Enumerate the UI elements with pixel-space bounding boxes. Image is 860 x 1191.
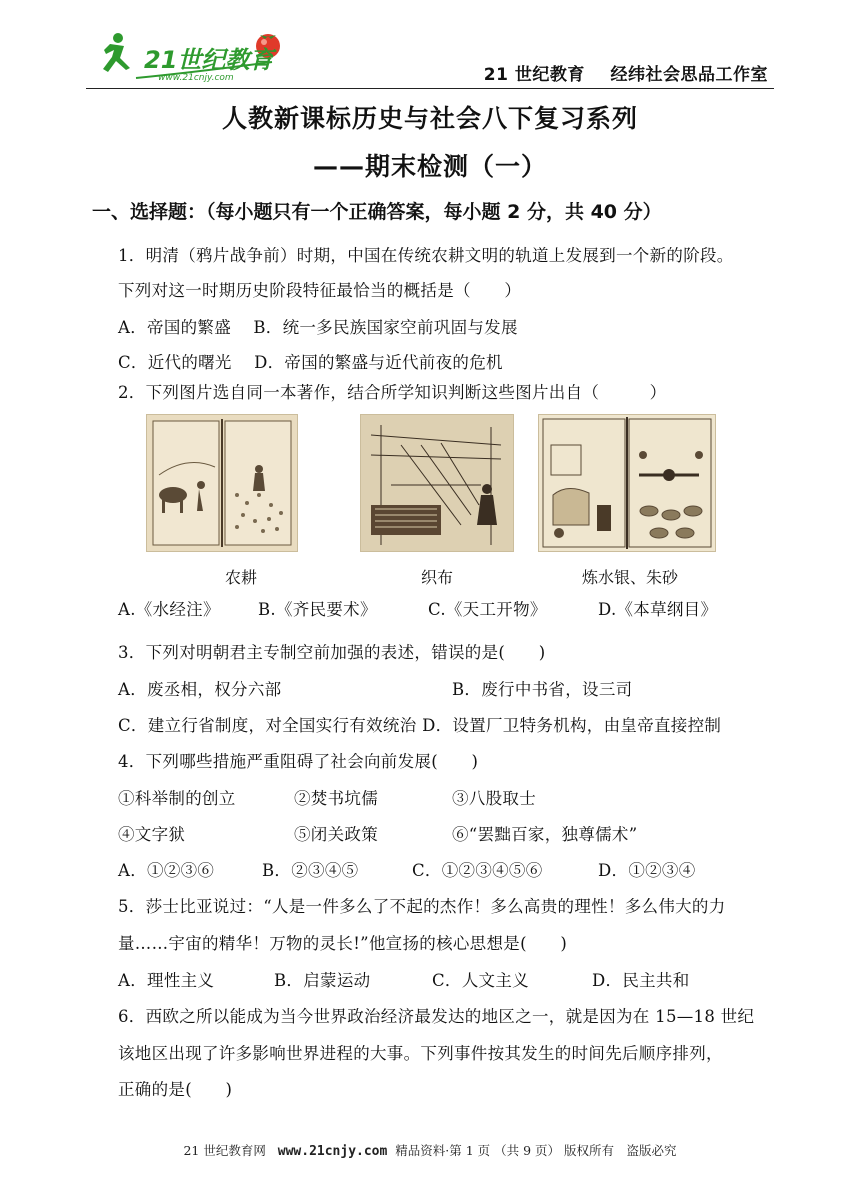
footer-site: 21 世纪教育网 xyxy=(183,1143,266,1158)
q2-option-d: D.《本草纲目》 xyxy=(598,600,718,619)
q4-option-b: B．②③④⑤ xyxy=(262,861,359,880)
q2-stem: 2．下列图片选自同一本著作，结合所学知识判断这些图片出自（ ） xyxy=(118,383,667,402)
caption-farming: 农耕 xyxy=(224,568,257,587)
q1-options-cd: C．近代的曙光 D．帝国的繁盛与近代前夜的危机 xyxy=(118,353,503,372)
runner-icon xyxy=(103,33,130,72)
q4-item-6: ⑥“罢黜百家，独尊儒术” xyxy=(452,825,638,844)
q4-option-a: A．①②③⑥ xyxy=(118,861,215,880)
footer-page-info: 精品资料·第 1 页 （共 9 页） 版权所有 盗版必究 xyxy=(395,1143,677,1158)
q4-option-c: C．①②③④⑤⑥ xyxy=(412,861,543,880)
q5-option-c: C．人文主义 xyxy=(432,971,529,990)
q4-stem: 4．下列哪些措施严重阻碍了社会向前发展( ) xyxy=(118,752,479,771)
q5-option-d: D．民主共和 xyxy=(592,971,690,990)
q4-item-1: ①科举制的创立 xyxy=(118,789,236,808)
caption-mercury: 炼水银、朱砂 xyxy=(581,568,678,587)
figure-weaving xyxy=(360,414,514,552)
q1-stem: 1．明清（鸦片战争前）时期，中国在传统农耕文明的轨道上发展到一个新的阶段。 xyxy=(118,246,734,265)
q3-option-a: A．废丞相，权分六部 xyxy=(118,680,282,699)
q2-option-a: A.《水经注》 xyxy=(118,600,220,619)
logo-text: 21世纪教育 xyxy=(144,46,274,74)
q4-item-5: ⑤闭关政策 xyxy=(294,825,378,844)
figure-mercury-refining xyxy=(538,414,716,552)
studio-name: 21 世纪教育 经纬社会思品工作室 xyxy=(483,65,768,85)
q1-stem-cont: 下列对这一时期历史阶段特征最恰当的概括是（ ） xyxy=(118,281,522,300)
q2-option-b: B.《齐民要术》 xyxy=(258,600,377,619)
page-header xyxy=(0,0,860,92)
q5-stem: 5．莎士比亚说过：“人是一件多么了不起的杰作！多么高贵的理性！多么伟大的力 xyxy=(118,897,726,916)
q4-item-3: ③八股取士 xyxy=(452,789,536,808)
q5-option-b: B．启蒙运动 xyxy=(274,971,371,990)
doc-subtitle: ——期末检测（一） xyxy=(312,152,547,181)
q6-stem-end: 正确的是( ) xyxy=(118,1080,233,1099)
caption-weaving: 织布 xyxy=(420,568,453,587)
q3-stem: 3．下列对明朝君主专制空前加强的表述，错误的是( ) xyxy=(118,643,546,662)
footer-url[interactable]: www.21cnjy.com xyxy=(277,1144,388,1159)
q4-option-d: D．①②③④ xyxy=(598,861,696,880)
doc-title: 人教新课标历史与社会八下复习系列 xyxy=(221,104,638,133)
q6-stem-cont: 该地区出现了许多影响世界进程的大事。下列事件按其发生的时间先后顺序排列， xyxy=(118,1044,723,1063)
q6-stem: 6．西欧之所以能成为当今世界政治经济最发达的地区之一，就是因为在 15—18 世纪 xyxy=(118,1007,755,1026)
q3-option-b: B．废行中书省，设三司 xyxy=(452,680,633,699)
q5-stem-cont: 量……宇宙的精华！万物的灵长!”他宣扬的核心思想是( ) xyxy=(118,934,568,953)
q3-options-cd: C．建立行省制度，对全国实行有效统治 D．设置厂卫特务机构，由皇帝直接控制 xyxy=(118,716,722,735)
q4-item-4: ④文字狱 xyxy=(118,825,186,844)
q2-option-c: C.《天工开物》 xyxy=(428,600,547,619)
logo xyxy=(96,28,296,84)
section-heading: 一、选择题：（每小题只有一个正确答案，每小题 2 分，共 40 分） xyxy=(92,201,662,223)
q4-item-2: ②焚书坑儒 xyxy=(294,789,378,808)
figure-farming xyxy=(146,414,298,552)
q5-option-a: A．理性主义 xyxy=(118,971,215,990)
header-divider xyxy=(86,88,774,89)
page-footer xyxy=(0,1141,860,1159)
logo-url: www.21cnjy.com xyxy=(158,73,234,83)
q1-options-ab: A．帝国的繁盛 B．统一多民族国家空前巩固与发展 xyxy=(118,318,518,337)
